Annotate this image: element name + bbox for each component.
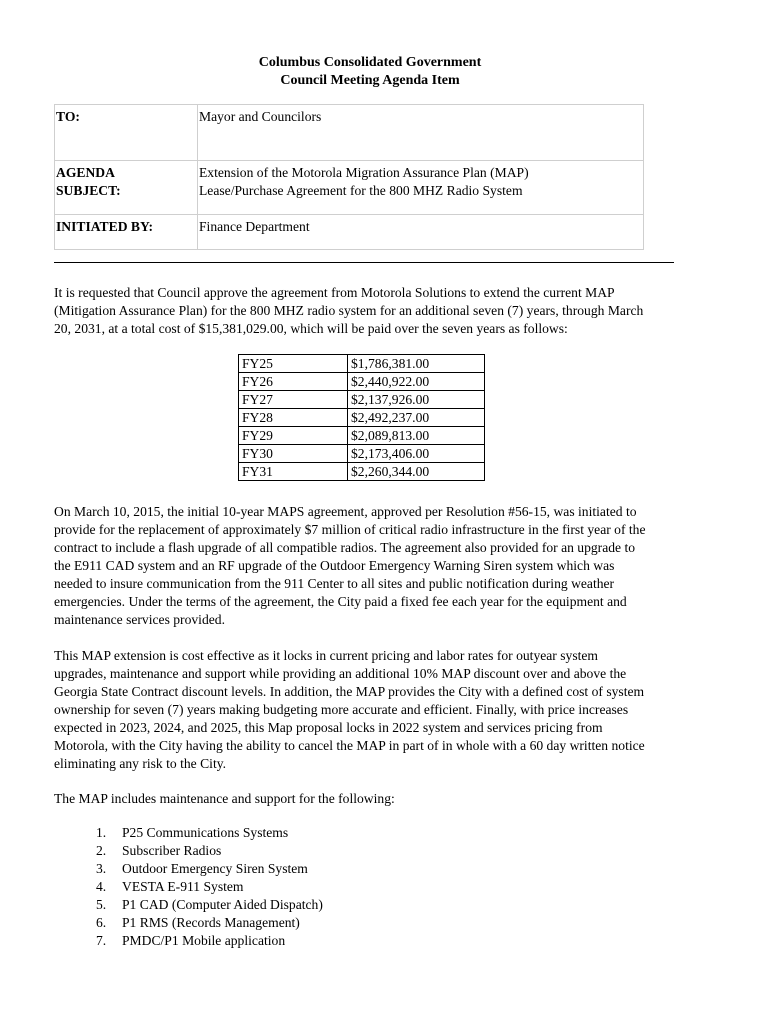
justification-paragraph <box>54 647 716 773</box>
list-item <box>96 878 323 896</box>
list-item-text: VESTA E-911 System <box>122 879 244 894</box>
text-line: It is requested that Council approve the agreement from Motorola Solutions to extend the current MAP <box>54 285 615 300</box>
amount-cell: $2,492,237.00 <box>348 409 485 427</box>
list-item-text: Subscriber Radios <box>122 843 222 858</box>
table-row <box>239 373 485 391</box>
list-item-text: P1 CAD (Computer Aided Dispatch) <box>122 897 323 912</box>
list-number: 5. <box>96 897 107 912</box>
memo-header-table <box>54 104 644 250</box>
list-number: 4. <box>96 879 107 894</box>
list-item <box>96 824 323 842</box>
amount-cell: $2,260,344.00 <box>348 463 485 481</box>
org-name: Columbus Consolidated Government <box>258 55 482 70</box>
subject-line-1: Extension of the Motorola Migration Assurance Plan (MAP) <box>199 165 529 180</box>
text-line: emergencies. Under the terms of the agreement, the City paid a fixed fee each year for the equipment and <box>54 594 627 609</box>
list-item <box>96 860 323 878</box>
amount-cell: $2,173,406.00 <box>348 445 485 463</box>
text-line: provide for the replacement of approximately $7 million of critical radio infrastructure in the first year of the <box>54 522 646 537</box>
list-item <box>96 842 323 860</box>
text-line: (Mitigation Assurance Plan) for the 800 MHZ radio system for an additional seven (7) years, through March <box>54 303 644 318</box>
text-line: On March 10, 2015, the initial 10-year MAPS agreement, approved per Resolution #56-15, was initiated to <box>54 504 637 519</box>
text-line: contract to include a flash upgrade of all compatible radios. The agreement also provided for an upgrade to <box>54 540 636 555</box>
fiscal-year-cell: FY25 <box>239 355 348 373</box>
table-row <box>239 463 485 481</box>
document-title: Council Meeting Agenda Item <box>280 73 460 88</box>
text-line: Georgia State Contract discount levels. In addition, the MAP provides the City with a defined cost of system <box>54 684 645 699</box>
initiated-label: INITIATED BY: <box>55 215 198 250</box>
text-line: needed to insure communication from the 911 Center to all sites and public notification during weather <box>54 576 615 591</box>
fiscal-year-cell: FY30 <box>239 445 348 463</box>
text-line: expected in 2023, 2024, and 2025, this Map proposal locks in 2022 system and services pricing from <box>54 720 603 735</box>
text-line: eliminating any risk to the City. <box>54 756 227 771</box>
amount-cell: $1,786,381.00 <box>348 355 485 373</box>
list-number: 6. <box>96 915 107 930</box>
fiscal-year-cell: FY31 <box>239 463 348 481</box>
list-item-text: P1 RMS (Records Management) <box>122 915 300 930</box>
subject-label-line-2: SUBJECT: <box>56 183 121 198</box>
initiated-row <box>55 215 644 250</box>
text-line: 20, 2031, at a total cost of $15,381,029.00, which will be paid over the seven years as follows: <box>54 321 568 336</box>
list-number: 1. <box>96 825 107 840</box>
payment-schedule-table <box>238 354 485 481</box>
subject-label-line-1: AGENDA <box>56 165 115 180</box>
table-row <box>239 427 485 445</box>
list-item <box>96 914 323 932</box>
subject-row <box>55 161 644 215</box>
to-row <box>55 105 644 161</box>
subject-label <box>55 161 198 215</box>
table-row <box>239 409 485 427</box>
fiscal-year-cell: FY26 <box>239 373 348 391</box>
amount-cell: $2,089,813.00 <box>348 427 485 445</box>
document-header <box>0 54 740 90</box>
divider <box>54 262 674 263</box>
text-line: the E911 CAD system and an RF upgrade of the Outdoor Emergency Warning Siren system which was <box>54 558 615 573</box>
text-line: upgrades, maintenance and support while providing an additional 10% MAP discount over and above the <box>54 666 627 681</box>
subject-value <box>198 161 644 215</box>
list-number: 3. <box>96 861 107 876</box>
included-services-list <box>96 824 323 950</box>
request-paragraph <box>54 284 716 338</box>
amount-cell: $2,137,926.00 <box>348 391 485 409</box>
list-number: 7. <box>96 933 107 948</box>
list-number: 2. <box>96 843 107 858</box>
initiated-value: Finance Department <box>198 215 644 250</box>
fiscal-year-cell: FY28 <box>239 409 348 427</box>
list-item <box>96 932 323 950</box>
table-row <box>239 391 485 409</box>
background-paragraph <box>54 503 716 629</box>
to-label: TO: <box>55 105 198 161</box>
to-value: Mayor and Councilors <box>198 105 644 161</box>
table-row <box>239 445 485 463</box>
text-line: Motorola, with the City having the ability to cancel the MAP in part of in whole with a 60 day written notice <box>54 738 645 753</box>
text-line: maintenance services provided. <box>54 612 225 627</box>
list-item-text: P25 Communications Systems <box>122 825 289 840</box>
list-item-text: PMDC/P1 Mobile application <box>122 933 286 948</box>
table-row <box>239 355 485 373</box>
list-item <box>96 896 323 914</box>
text-line: This MAP extension is cost effective as it locks in current pricing and labor rates for outyear system <box>54 648 598 663</box>
subject-line-2: Lease/Purchase Agreement for the 800 MHZ Radio System <box>199 183 523 198</box>
text-line: ownership for seven (7) years making budgeting more accurate and efficient. Finally, with price increases <box>54 702 629 717</box>
includes-intro: The MAP includes maintenance and support for the following: <box>54 791 395 806</box>
list-item-text: Outdoor Emergency Siren System <box>122 861 308 876</box>
fiscal-year-cell: FY29 <box>239 427 348 445</box>
amount-cell: $2,440,922.00 <box>348 373 485 391</box>
fiscal-year-cell: FY27 <box>239 391 348 409</box>
